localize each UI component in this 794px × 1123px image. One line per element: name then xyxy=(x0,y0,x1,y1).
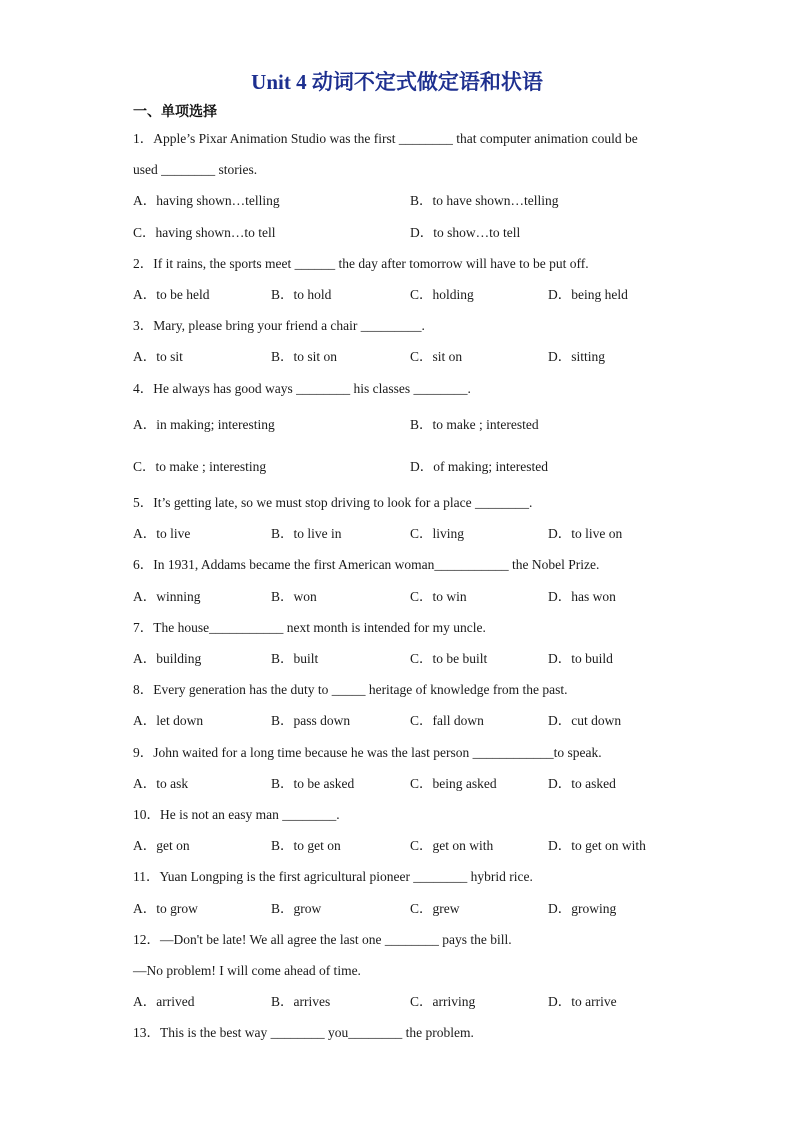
question-5-stem: 5．It’s getting late, so we must stop driving to look for a place ________. xyxy=(133,495,533,510)
question-1-option-d: D．to show…to tell xyxy=(410,225,521,240)
question-5-option-a: A．to live xyxy=(133,526,191,541)
question-12-stem-line-2: —No problem! I will come ahead of time. xyxy=(133,963,361,978)
question-3-option-a: A．to sit xyxy=(133,349,183,364)
question-6-stem: 6．In 1931, Addams became the first American woman___________ the Nobel Prize. xyxy=(133,557,600,572)
question-8-stem: 8．Every generation has the duty to _____ heritage of knowledge from the past. xyxy=(133,682,568,697)
question-13-stem: 13．This is the best way ________ you________ the problem. xyxy=(133,1025,474,1040)
question-10-option-a: A．get on xyxy=(133,838,190,853)
question-11-option-c: C．grew xyxy=(410,901,460,916)
question-12-option-b: B．arrives xyxy=(271,994,331,1009)
question-9-option-b: B．to be asked xyxy=(271,776,355,791)
question-1-option-c: C．having shown…to tell xyxy=(133,225,276,240)
question-5-option-b: B．to live in xyxy=(271,526,342,541)
question-7-option-c: C．to be built xyxy=(410,651,488,666)
question-1-stem-line-1: 1．Apple’s Pixar Animation Studio was the first ________ that computer animation could be xyxy=(133,131,638,146)
section-heading: 一、单项选择 xyxy=(133,104,217,120)
question-9-option-d: D．to asked xyxy=(548,776,616,791)
question-9-option-c: C．being asked xyxy=(410,776,497,791)
question-8-option-a: A．let down xyxy=(133,713,204,728)
question-11-option-a: A．to grow xyxy=(133,901,198,916)
question-8-option-c: C．fall down xyxy=(410,713,484,728)
question-1-option-a: A．having shown…telling xyxy=(133,193,280,208)
question-3-option-b: B．to sit on xyxy=(271,349,338,364)
question-6-option-a: A．winning xyxy=(133,589,201,604)
question-6-option-d: D．has won xyxy=(548,589,616,604)
question-5-option-c: C．living xyxy=(410,526,465,541)
question-4-option-b: B．to make ; interested xyxy=(410,417,539,432)
question-11-option-d: D．growing xyxy=(548,901,617,916)
question-3-option-d: D．sitting xyxy=(548,349,606,364)
question-12-option-d: D．to arrive xyxy=(548,994,617,1009)
question-6-option-c: C．to win xyxy=(410,589,467,604)
question-12-stem-line-1: 12．—Don't be late! We all agree the last one ________ pays the bill. xyxy=(133,932,512,947)
question-8-option-b: B．pass down xyxy=(271,713,351,728)
question-12-option-a: A．arrived xyxy=(133,994,195,1009)
question-7-stem: 7．The house___________ next month is intended for my uncle. xyxy=(133,620,486,635)
question-2-option-b: B．to hold xyxy=(271,287,332,302)
question-7-option-d: D．to build xyxy=(548,651,613,666)
question-10-stem: 10．He is not an easy man ________. xyxy=(133,807,340,822)
question-8-option-d: D．cut down xyxy=(548,713,622,728)
question-11-option-b: B．grow xyxy=(271,901,322,916)
question-1-stem-line-2: used ________ stories. xyxy=(133,162,258,177)
question-3-option-c: C．sit on xyxy=(410,349,463,364)
page-title: Unit 4 动词不定式做定语和状语 xyxy=(251,70,543,94)
question-7-option-b: B．built xyxy=(271,651,319,666)
question-4-option-c: C．to make ; interesting xyxy=(133,459,267,474)
question-10-option-c: C．get on with xyxy=(410,838,494,853)
question-4-option-a: A．in making; interesting xyxy=(133,417,275,432)
question-1-option-b: B．to have shown…telling xyxy=(410,193,559,208)
question-2-option-d: D．being held xyxy=(548,287,628,302)
question-12-option-c: C．arriving xyxy=(410,994,476,1009)
question-9-option-a: A．to ask xyxy=(133,776,189,791)
question-6-option-b: B．won xyxy=(271,589,317,604)
question-4-option-d: D．of making; interested xyxy=(410,459,548,474)
question-9-stem: 9．John waited for a long time because he was the last person ____________to speak. xyxy=(133,745,602,760)
question-3-stem: 3．Mary, please bring your friend a chair _________. xyxy=(133,318,425,333)
question-2-option-a: A．to be held xyxy=(133,287,210,302)
question-10-option-d: D．to get on with xyxy=(548,838,646,853)
question-5-option-d: D．to live on xyxy=(548,526,623,541)
question-10-option-b: B．to get on xyxy=(271,838,341,853)
question-7-option-a: A．building xyxy=(133,651,202,666)
question-11-stem: 11．Yuan Longping is the first agricultural pioneer ________ hybrid rice. xyxy=(133,869,533,884)
question-4-stem: 4．He always has good ways ________ his classes ________. xyxy=(133,381,471,396)
question-2-stem: 2．If it rains, the sports meet ______ the day after tomorrow will have to be put off. xyxy=(133,256,589,271)
question-2-option-c: C．holding xyxy=(410,287,474,302)
